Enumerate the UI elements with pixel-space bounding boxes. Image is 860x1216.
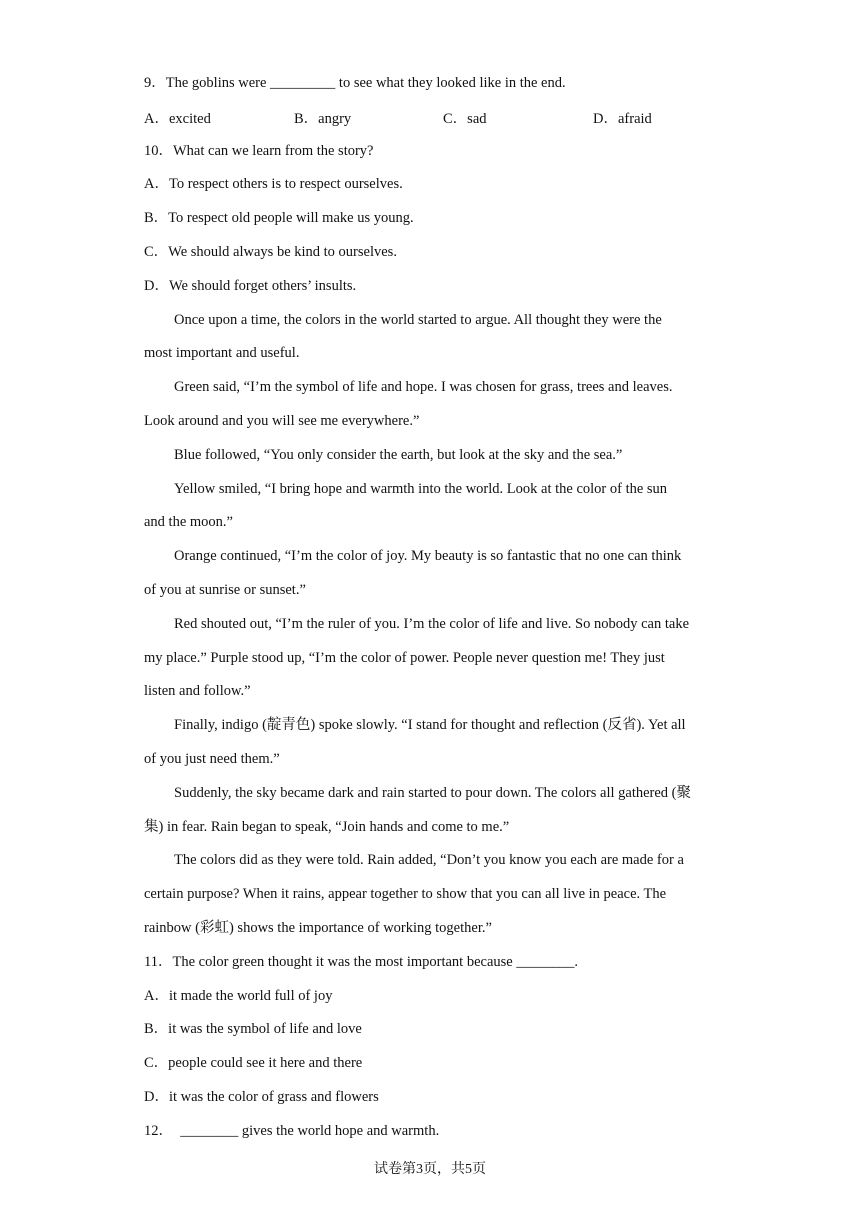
q11-option-b: B．it was the symbol of life and love [144,1021,362,1037]
passage-line: rainbow (彩虹) shows the importance of working together.” [144,920,492,936]
passage-line: of you at sunrise or sunset.” [144,582,306,598]
q9-option-a: A．excited [144,111,211,127]
passage-line: Once upon a time, the colors in the world started to argue. All thought they were the [174,312,662,328]
passage-line: Orange continued, “I’m the color of joy. My beauty is so fantastic that no one can think [174,548,682,564]
q10-option-a: A．To respect others is to respect ourselves. [144,176,403,192]
passage-line: Finally, indigo (靛青色) spoke slowly. “I stand for thought and reflection (反省). Yet all [174,717,686,733]
q10-option-d: D．We should forget others’ insults. [144,278,357,294]
passage-line: Yellow smiled, “I bring hope and warmth into the world. Look at the color of the sun [174,481,668,497]
passage-line: Red shouted out, “I’m the ruler of you. I’m the color of life and live. So nobody can take [174,616,690,632]
passage-line: Blue followed, “You only consider the earth, but look at the sky and the sea.” [174,447,623,463]
passage-line: 集) in fear. Rain began to speak, “Join hands and come to me.” [144,819,510,835]
passage-line: The colors did as they were told. Rain added, “Don’t you know you each are made for a [174,852,684,868]
passage-line: most important and useful. [144,345,300,361]
q9-option-d: D．afraid [593,111,652,127]
q11-option-d: D．it was the color of grass and flowers [144,1089,379,1105]
passage-line: Look around and you will see me everywhere.” [144,413,420,429]
question-12-stem: 12． ________ gives the world hope and warmth. [144,1123,440,1139]
question-9-stem: 9．The goblins were _________ to see what they looked like in the end. [144,75,566,91]
question-10-stem: 10．What can we learn from the story? [144,143,374,159]
passage-line: my place.” Purple stood up, “I’m the color of power. People never question me! They just [144,650,665,666]
q10-option-c: C．We should always be kind to ourselves. [144,244,397,260]
q9-option-c: C．sad [443,111,487,127]
passage-line: certain purpose? When it rains, appear together to show that you can all live in peace. The [144,886,667,902]
q11-option-a: A．it made the world full of joy [144,988,333,1004]
question-9-options [144,107,724,127]
passage-line: and the moon.” [144,514,233,530]
passage-line: listen and follow.” [144,683,251,699]
page-footer: 试卷第3页，共5页 [374,1162,486,1177]
q11-option-c: C．people could see it here and there [144,1055,363,1071]
q9-option-b: B．angry [294,111,352,127]
q10-option-b: B．To respect old people will make us young. [144,210,414,226]
question-11-stem: 11．The color green thought it was the most important because ________. [144,954,578,970]
passage-line: Green said, “I’m the symbol of life and hope. I was chosen for grass, trees and leaves. [174,379,673,395]
passage-line: Suddenly, the sky became dark and rain started to pour down. The colors all gathered (聚 [174,785,692,801]
passage-line: of you just need them.” [144,751,280,767]
